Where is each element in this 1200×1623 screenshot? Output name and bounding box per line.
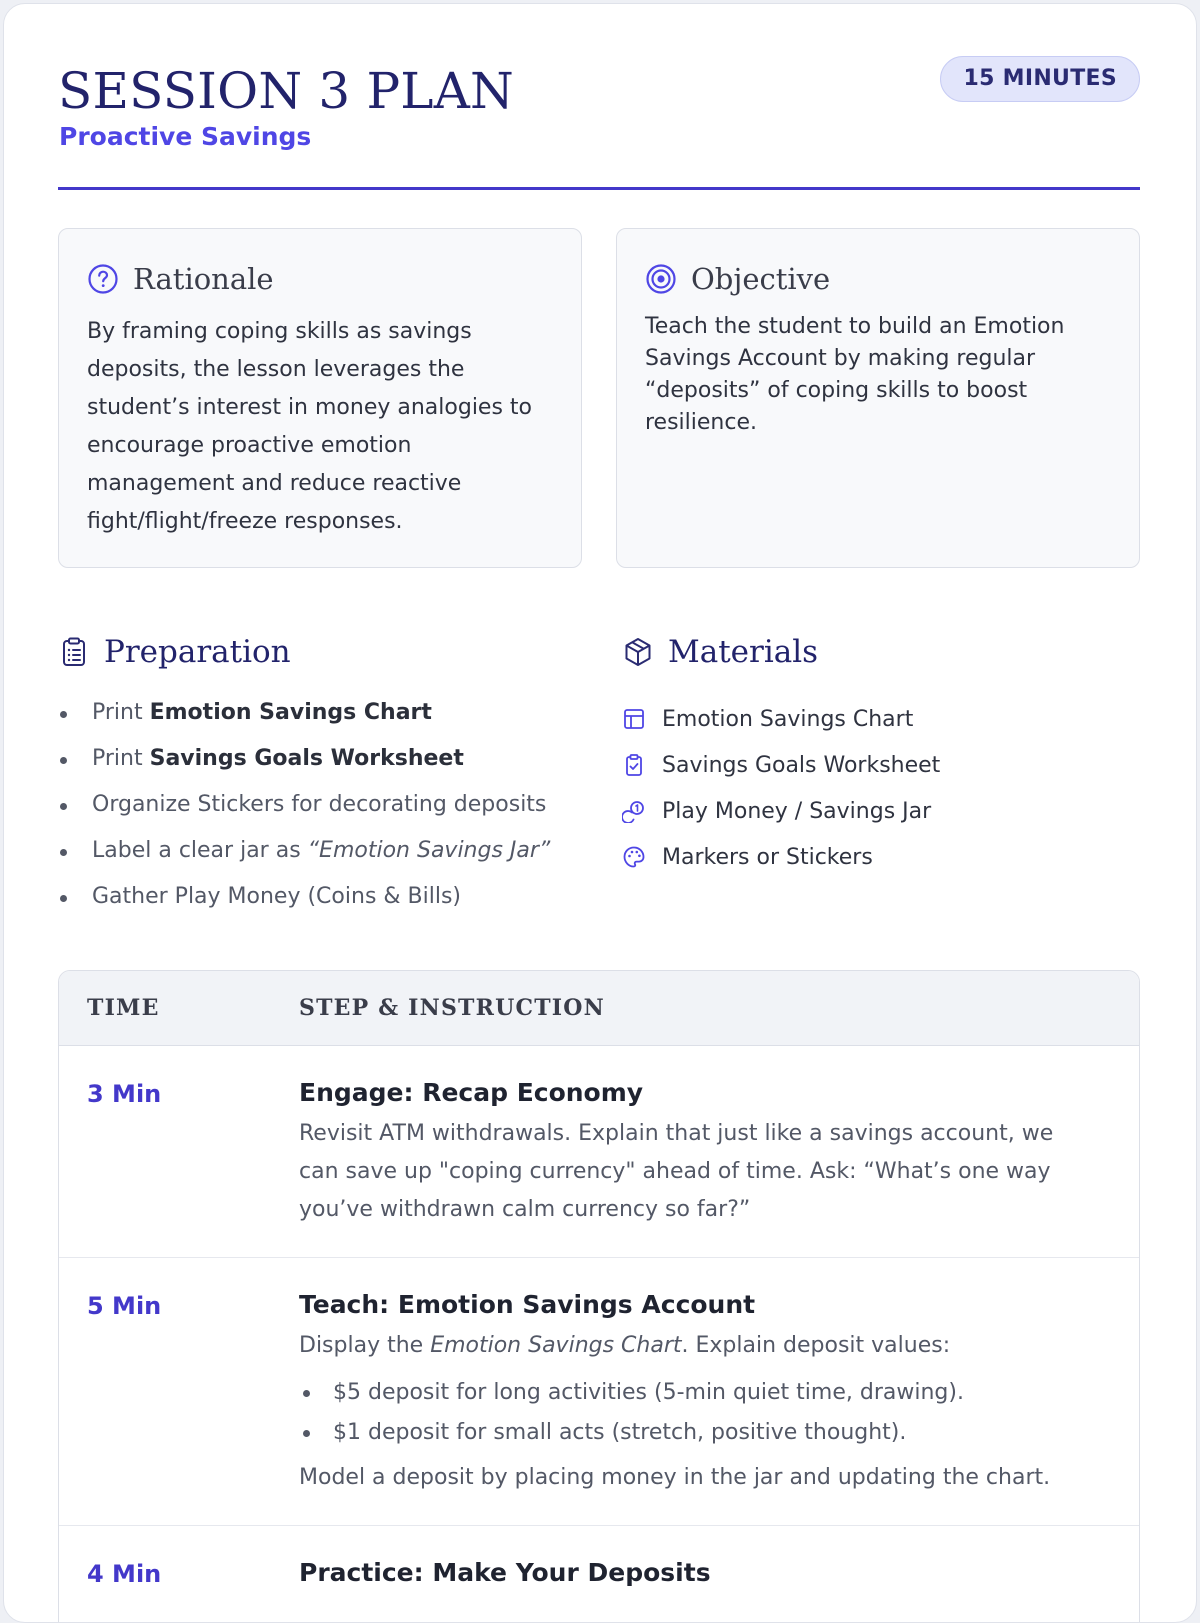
materials-list (622, 696, 1162, 880)
page-title: SESSION 3 PLAN (58, 62, 514, 120)
rationale-body: By framing coping skills as savings deposits, the lesson leverages the student’s interest in money analogies to encourage proactive emotion management and reduce reactive fight/flight/freeze responses. (87, 319, 533, 534)
material-label: Savings Goals Worksheet (662, 752, 941, 778)
clipboard-check-icon (622, 753, 646, 777)
summary-cards (58, 228, 1140, 568)
step-title: Teach: Emotion Savings Account (299, 1290, 756, 1319)
column-header-step: STEP & INSTRUCTION (299, 995, 605, 1021)
page-subtitle: Proactive Savings (59, 122, 312, 151)
materials-title: Materials (668, 634, 819, 670)
objective-card (616, 228, 1140, 568)
material-item (622, 788, 1162, 834)
step-bullet: $5 deposit for long activities (5-min quiet time, drawing). (299, 1373, 1099, 1413)
prep-item: Gather Play Money (Coins & Bills) (58, 880, 598, 926)
row-content (299, 1526, 1139, 1623)
table-row (59, 1526, 1139, 1623)
step-bullet-list (299, 1373, 1099, 1453)
table-row (59, 1046, 1139, 1258)
material-label: Play Money / Savings Jar (662, 798, 932, 824)
schedule-table (58, 970, 1140, 1623)
lesson-plan-page (3, 3, 1197, 1623)
material-label: Markers or Stickers (662, 844, 873, 870)
rationale-title: Rationale (133, 262, 274, 296)
step-description: Revisit ATM withdrawals. Explain that just like a savings account, we can save up "coping currency" ahead of time. Ask: “What’s one way you’ve withdrawn calm currency so far?” (299, 1121, 1054, 1222)
duration-badge: 15 MINUTES (940, 56, 1140, 102)
step-description: Display the Emotion Savings Chart. Explain deposit values: (299, 1333, 951, 1358)
clipboard-list-icon (58, 636, 90, 668)
material-label: Emotion Savings Chart (662, 706, 914, 732)
prep-item: Print Emotion Savings Chart (58, 696, 598, 742)
step-bullet: $1 deposit for small acts (stretch, positive thought). (299, 1413, 1099, 1453)
material-item (622, 696, 1162, 742)
prep-materials-section (58, 630, 1140, 920)
step-title: Engage: Recap Economy (299, 1078, 644, 1107)
row-time: 4 Min (87, 1560, 162, 1588)
table-row (59, 1258, 1139, 1526)
objective-body: Teach the student to build an Emotion Savings Account by making regular “deposits” of coping skills to boost resilience. (645, 314, 1065, 435)
preparation-section (58, 630, 598, 926)
page-header (58, 4, 1140, 190)
materials-header (622, 630, 1162, 674)
table-header (59, 971, 1139, 1046)
materials-section (622, 630, 1162, 880)
palette-icon (622, 845, 646, 869)
column-header-time: TIME (87, 995, 160, 1021)
preparation-header (58, 630, 598, 674)
prep-item: Print Savings Goals Worksheet (58, 742, 598, 788)
question-circle-icon (87, 263, 119, 295)
rationale-header (87, 259, 553, 299)
preparation-title: Preparation (104, 634, 291, 670)
package-icon (622, 636, 654, 668)
layout-chart-icon (622, 707, 646, 731)
objective-header (645, 259, 1111, 299)
prep-item: Label a clear jar as “Emotion Savings Jar” (58, 834, 598, 880)
row-time: 3 Min (87, 1080, 162, 1108)
row-content (299, 1046, 1139, 1257)
material-item (622, 742, 1162, 788)
prep-item: Organize Stickers for decorating deposits (58, 788, 598, 834)
target-icon (645, 263, 677, 295)
row-content (299, 1258, 1139, 1525)
objective-title: Objective (691, 262, 831, 296)
coins-icon (622, 799, 646, 823)
step-description-after: Model a deposit by placing money in the jar and updating the chart. (299, 1465, 1051, 1490)
step-title: Practice: Make Your Deposits (299, 1558, 711, 1587)
preparation-list (58, 696, 598, 926)
row-time: 5 Min (87, 1292, 162, 1320)
material-item (622, 834, 1162, 880)
rationale-card (58, 228, 582, 568)
